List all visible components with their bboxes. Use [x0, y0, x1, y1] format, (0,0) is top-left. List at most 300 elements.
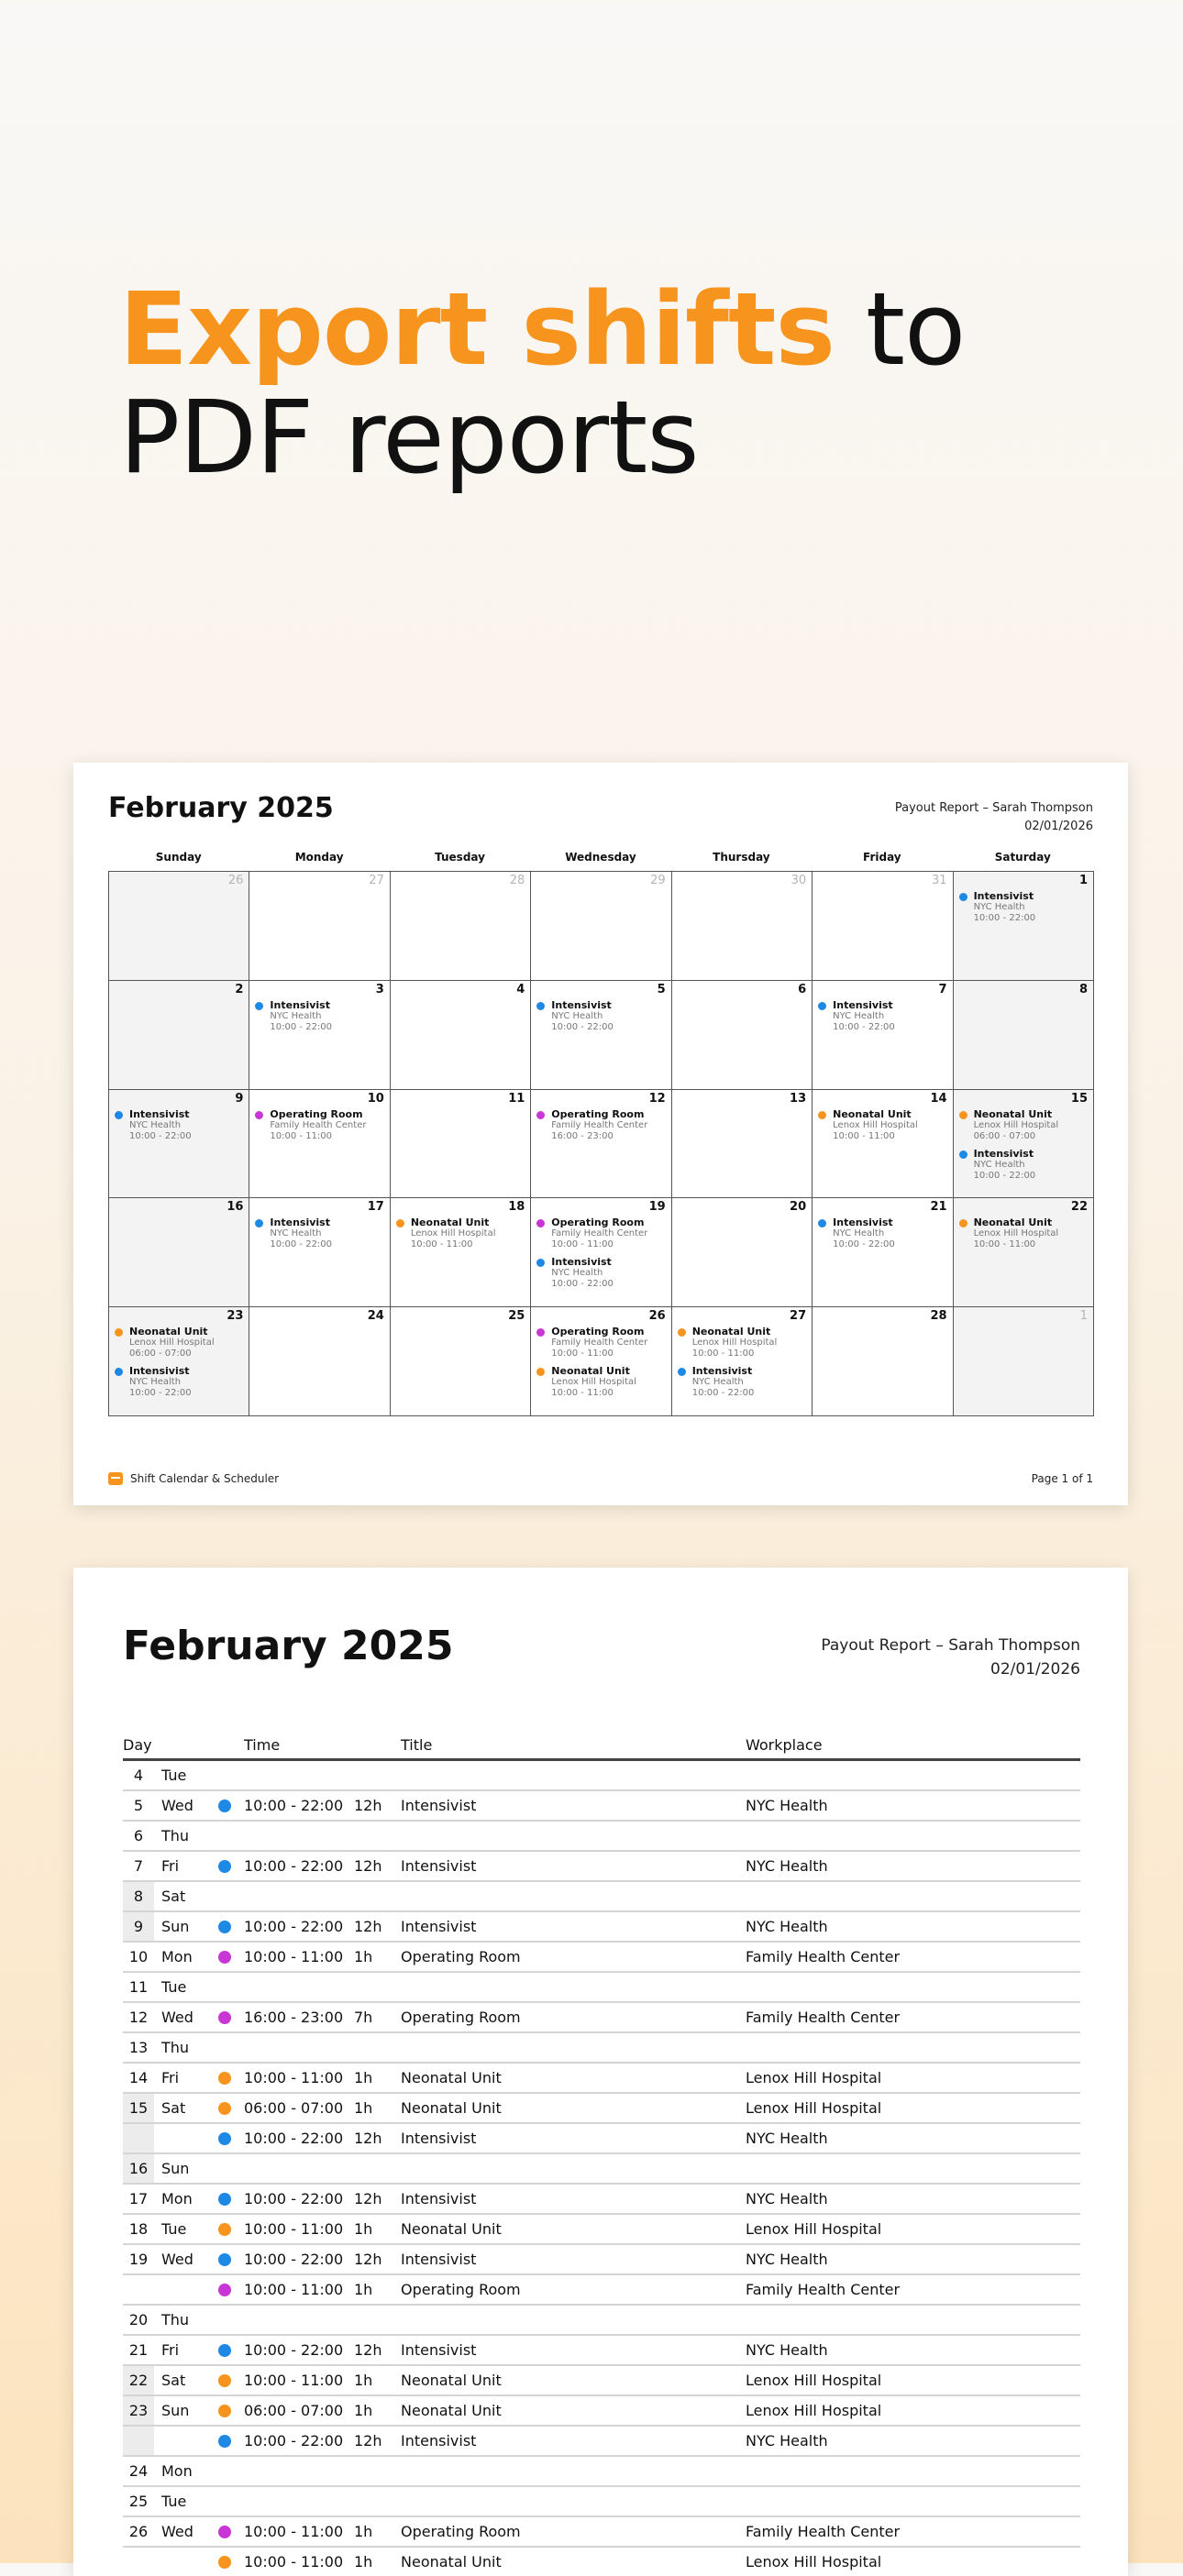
calendar-day-cell — [954, 1307, 1094, 1416]
row-hours: 1h — [354, 2402, 373, 2419]
day-number: 16 — [227, 1200, 244, 1215]
day-number: 9 — [235, 1091, 244, 1106]
weekday-label: Tuesday — [435, 851, 485, 864]
calendar-day-cell — [531, 1307, 671, 1416]
row-day-number: 11 — [128, 1978, 149, 1996]
row-title: Intensivist — [401, 2341, 477, 2359]
shift-time: 10:00 - 22:00 — [833, 1021, 895, 1032]
row-weekday: Sat — [161, 2099, 186, 2117]
row-title: Operating Room — [401, 2523, 521, 2540]
shift-color-dot — [818, 1111, 826, 1119]
shift-entry — [536, 1108, 667, 1142]
shift-color-dot — [536, 1111, 545, 1119]
shift-entry — [678, 1365, 808, 1399]
row-workplace: Lenox Hill Hospital — [746, 2220, 882, 2238]
table-row — [123, 1882, 1080, 1912]
row-title: Operating Room — [401, 2009, 521, 2026]
shift-entry — [255, 999, 385, 1033]
row-day-number: 20 — [128, 2311, 149, 2328]
row-day-number: 24 — [128, 2462, 149, 2480]
shift-color-dot — [218, 2556, 231, 2569]
footer-app-name: Shift Calendar & Scheduler — [130, 1472, 280, 1485]
row-time: 10:00 - 22:00 — [244, 2341, 344, 2359]
shift-title: Neonatal Unit — [410, 1216, 490, 1229]
shift-time: 16:00 - 23:00 — [551, 1130, 614, 1141]
day-shifts — [818, 999, 948, 1039]
row-weekday: Thu — [161, 2311, 190, 2328]
shift-workplace: Family Health Center — [551, 1119, 648, 1130]
row-weekday: Tue — [161, 1767, 187, 1784]
row-weekday: Tue — [161, 1978, 187, 1996]
table-row — [123, 2003, 1080, 2033]
shift-workplace: Lenox Hill Hospital — [691, 1338, 778, 1349]
day-shifts — [678, 1326, 808, 1404]
shift-time: 10:00 - 11:00 — [691, 1349, 755, 1360]
row-workplace: Lenox Hill Hospital — [746, 2402, 882, 2419]
row-time: 10:00 - 22:00 — [244, 1797, 344, 1814]
shift-workplace: NYC Health — [270, 1228, 322, 1239]
shift-color-dot — [218, 1951, 231, 1964]
day-number: 27 — [790, 1309, 807, 1324]
shift-title: Intensivist — [270, 998, 330, 1011]
row-time: 16:00 - 23:00 — [244, 2009, 344, 2026]
shift-workplace: NYC Health — [129, 1377, 182, 1388]
shift-color-dot — [115, 1111, 123, 1119]
list-report-name: Payout Report – Sarah Thompson — [821, 1636, 1080, 1655]
shift-workplace: Family Health Center — [551, 1338, 648, 1349]
row-day-number: 25 — [128, 2493, 149, 2510]
row-hours: 12h — [354, 2130, 382, 2147]
table-row — [123, 2064, 1080, 2094]
shift-workplace: Lenox Hill Hospital — [410, 1228, 496, 1239]
row-hours: 12h — [354, 2341, 382, 2359]
row-day-number: 13 — [128, 2039, 149, 2056]
row-day-number: 15 — [123, 2094, 154, 2122]
calendar-day-cell — [813, 1198, 953, 1307]
calendar-day-cell — [249, 872, 390, 981]
shift-entry — [818, 999, 948, 1033]
row-title: Intensivist — [401, 1857, 477, 1875]
shift-entry — [536, 1256, 667, 1290]
shift-entry — [115, 1108, 245, 1142]
shift-color-dot — [678, 1328, 686, 1337]
shift-color-dot — [959, 893, 967, 901]
calendar-day-cell — [954, 981, 1094, 1090]
shift-color-dot — [255, 1219, 263, 1227]
shift-title: Neonatal Unit — [833, 1107, 912, 1120]
calendar-day-cell — [531, 1090, 671, 1199]
shift-entry — [959, 1148, 1089, 1182]
shift-color-dot — [218, 2405, 231, 2417]
table-row — [123, 2215, 1080, 2245]
calendar-grid — [108, 871, 1094, 1416]
day-number: 10 — [367, 1091, 384, 1106]
row-workplace: NYC Health — [746, 2130, 828, 2147]
row-day-number: 19 — [128, 2251, 149, 2268]
row-workplace: Lenox Hill Hospital — [746, 2099, 882, 2117]
day-number: 13 — [790, 1091, 807, 1106]
shift-time: 10:00 - 22:00 — [551, 1279, 614, 1290]
day-shifts — [959, 1216, 1089, 1256]
day-number: 27 — [369, 874, 384, 887]
table-row — [123, 2306, 1080, 2336]
shift-color-dot — [115, 1328, 123, 1337]
shift-workplace: Lenox Hill Hospital — [833, 1119, 918, 1130]
shift-workplace: NYC Health — [129, 1119, 182, 1130]
day-number: 30 — [791, 874, 807, 887]
header-title: Title — [401, 1736, 433, 1754]
weekday-label: Sunday — [155, 851, 202, 864]
row-weekday: Sun — [161, 2402, 190, 2419]
row-time: 06:00 - 07:00 — [244, 2402, 344, 2419]
table-row — [123, 2487, 1080, 2517]
shift-color-dot — [255, 1002, 263, 1010]
row-workplace: NYC Health — [746, 2432, 828, 2449]
shift-workplace: NYC Health — [691, 1377, 744, 1388]
shift-entry — [255, 1108, 385, 1142]
row-day-number: 14 — [128, 2069, 149, 2086]
shift-title: Neonatal Unit — [973, 1107, 1053, 1120]
shift-entry — [396, 1216, 526, 1250]
shift-time: 10:00 - 22:00 — [973, 1170, 1036, 1181]
row-hours: 12h — [354, 2432, 382, 2449]
shift-time: 06:00 - 07:00 — [129, 1349, 192, 1360]
row-day-number — [123, 2427, 154, 2455]
calendar-day-cell — [813, 1090, 953, 1199]
shift-title: Neonatal Unit — [551, 1365, 630, 1378]
row-time: 10:00 - 22:00 — [244, 2251, 344, 2268]
table-header — [123, 1733, 1080, 1761]
row-time: 10:00 - 22:00 — [244, 2432, 344, 2449]
row-workplace: Family Health Center — [746, 2281, 901, 2298]
shift-workplace: NYC Health — [833, 1228, 885, 1239]
row-title: Intensivist — [401, 2130, 477, 2147]
report-date: 02/01/2026 — [1024, 820, 1093, 833]
day-number: 21 — [930, 1200, 947, 1215]
shift-title: Neonatal Unit — [129, 1326, 208, 1338]
weekday-label: Thursday — [713, 851, 770, 864]
shift-color-dot — [218, 2223, 231, 2236]
row-hours: 1h — [354, 2069, 373, 2086]
row-title: Intensivist — [401, 2190, 477, 2207]
day-number: 4 — [516, 982, 525, 996]
row-time: 10:00 - 11:00 — [244, 2281, 344, 2298]
row-weekday: Tue — [161, 2493, 187, 2510]
day-shifts — [959, 890, 1089, 930]
row-hours: 1h — [354, 2372, 373, 2389]
row-time: 10:00 - 11:00 — [244, 2372, 344, 2389]
shift-entry — [115, 1365, 245, 1399]
shift-title: Operating Room — [551, 1107, 645, 1120]
row-day-number: 21 — [128, 2341, 149, 2359]
day-number: 19 — [648, 1200, 666, 1215]
table-row — [123, 2396, 1080, 2427]
day-number: 1 — [1079, 1309, 1088, 1324]
weekday-label: Monday — [294, 851, 344, 864]
header-workplace: Workplace — [746, 1736, 823, 1754]
table-row — [123, 1761, 1080, 1791]
day-number: 12 — [648, 1091, 666, 1106]
header-day: Day — [123, 1736, 152, 1754]
row-title: Intensivist — [401, 2432, 477, 2449]
table-row — [123, 2548, 1080, 2576]
day-shifts — [818, 1216, 948, 1256]
row-title: Operating Room — [401, 1948, 521, 1965]
shift-title: Intensivist — [691, 1365, 753, 1378]
shift-time: 10:00 - 11:00 — [551, 1388, 614, 1399]
shift-time: 10:00 - 22:00 — [129, 1388, 192, 1399]
shift-title: Operating Room — [551, 1326, 645, 1338]
shift-workplace: NYC Health — [551, 1010, 603, 1021]
shift-workplace: NYC Health — [833, 1010, 885, 1021]
calendar-day-cell — [391, 1198, 531, 1307]
table-row — [123, 2124, 1080, 2154]
weekday-label: Friday — [863, 851, 901, 864]
row-hours: 7h — [354, 2009, 373, 2026]
shift-time: 10:00 - 11:00 — [410, 1239, 473, 1250]
shift-time: 10:00 - 22:00 — [691, 1388, 755, 1399]
headline-rest: to PDF reports — [119, 270, 966, 496]
day-shifts — [536, 1326, 667, 1404]
table-row — [123, 1973, 1080, 2003]
header-time: Time — [244, 1736, 281, 1754]
row-hours: 12h — [354, 1857, 382, 1875]
row-weekday: Wed — [161, 2523, 193, 2540]
row-weekday: Fri — [161, 2341, 180, 2359]
table-row — [123, 2457, 1080, 2487]
table-row — [123, 2427, 1080, 2457]
shift-time: 10:00 - 22:00 — [270, 1021, 333, 1032]
shift-title: Intensivist — [129, 1365, 190, 1378]
shift-color-dot — [818, 1002, 826, 1010]
shift-title: Intensivist — [973, 890, 1034, 902]
shift-color-dot — [536, 1259, 545, 1267]
row-title: Operating Room — [401, 2281, 521, 2298]
shift-title: Neonatal Unit — [973, 1216, 1053, 1229]
page-number: Page 1 of 1 — [1031, 1472, 1093, 1485]
calendar-day-cell — [391, 1090, 531, 1199]
shift-workplace: Family Health Center — [551, 1228, 648, 1239]
shift-time: 10:00 - 22:00 — [833, 1239, 895, 1250]
calendar-day-cell — [672, 872, 813, 981]
shift-color-dot — [218, 2526, 231, 2538]
shift-color-dot — [678, 1368, 686, 1376]
row-weekday: Tue — [161, 2220, 187, 2238]
headline-accent: Export shifts — [119, 270, 835, 388]
table-body — [123, 1761, 1080, 2576]
day-shifts — [115, 1326, 245, 1404]
table-row — [123, 2517, 1080, 2548]
day-shifts — [255, 1216, 385, 1256]
row-weekday: Sat — [161, 1888, 186, 1905]
list-report-preview — [73, 1568, 1128, 2576]
calendar-report-preview — [73, 763, 1128, 1505]
shift-workplace: Family Health Center — [270, 1119, 367, 1130]
table-row — [123, 2366, 1080, 2396]
list-report-date: 02/01/2026 — [990, 1660, 1080, 1679]
day-number: 18 — [508, 1200, 525, 1215]
row-title: Neonatal Unit — [401, 2553, 502, 2570]
shift-time: 10:00 - 11:00 — [833, 1130, 895, 1141]
headline — [119, 270, 1128, 496]
row-hours: 1h — [354, 2099, 373, 2117]
shift-workplace: NYC Health — [270, 1010, 322, 1021]
row-hours: 1h — [354, 1948, 373, 1965]
row-weekday: Fri — [161, 1857, 180, 1875]
list-report-meta — [821, 1634, 1080, 1681]
day-number: 6 — [798, 982, 807, 996]
calendar-day-cell — [672, 1307, 813, 1416]
day-number: 29 — [650, 874, 666, 887]
row-day-number: 6 — [133, 1827, 144, 1844]
shift-time: 10:00 - 22:00 — [129, 1130, 192, 1141]
calendar-day-cell — [531, 981, 671, 1090]
row-day-number: 22 — [123, 2366, 154, 2394]
shift-color-dot — [218, 1800, 231, 1812]
row-workplace: NYC Health — [746, 2251, 828, 2268]
day-number: 5 — [657, 982, 666, 996]
day-number: 15 — [1070, 1091, 1088, 1106]
shift-entry — [959, 1216, 1089, 1250]
day-number: 3 — [375, 982, 384, 996]
shift-entry — [536, 1216, 667, 1250]
day-shifts — [396, 1216, 526, 1256]
day-number: 17 — [367, 1200, 384, 1215]
row-time: 10:00 - 22:00 — [244, 1857, 344, 1875]
shift-color-dot — [218, 2072, 231, 2085]
day-number: 26 — [648, 1309, 666, 1324]
shift-title: Intensivist — [833, 1216, 893, 1229]
day-shifts — [255, 999, 385, 1039]
table-row — [123, 2094, 1080, 2124]
calendar-day-cell — [249, 1307, 390, 1416]
shift-time: 10:00 - 11:00 — [270, 1130, 333, 1141]
table-row — [123, 2275, 1080, 2306]
calendar-title: February 2025 — [108, 792, 334, 824]
shift-color-dot — [218, 2102, 231, 2115]
row-day-number — [123, 2124, 154, 2152]
shift-color-dot — [536, 1368, 545, 1376]
calendar-day-cell — [391, 981, 531, 1090]
row-workplace: NYC Health — [746, 1857, 828, 1875]
row-weekday: Sun — [161, 1918, 190, 1935]
shift-color-dot — [255, 1111, 263, 1119]
calendar-day-cell — [954, 1198, 1094, 1307]
table-row — [123, 2185, 1080, 2215]
shift-title: Neonatal Unit — [691, 1326, 771, 1338]
calendar-day-cell — [813, 872, 953, 981]
row-day-number: 12 — [128, 2009, 149, 2026]
calendar-footer — [108, 1472, 279, 1485]
table-row — [123, 1791, 1080, 1822]
row-title: Neonatal Unit — [401, 2099, 502, 2117]
row-title: Neonatal Unit — [401, 2372, 502, 2389]
row-day-number — [123, 2275, 154, 2304]
shift-title: Intensivist — [973, 1147, 1034, 1160]
row-weekday: Thu — [161, 1827, 190, 1844]
row-time: 10:00 - 22:00 — [244, 2190, 344, 2207]
day-number: 8 — [1078, 982, 1088, 996]
shift-entry — [255, 1216, 385, 1250]
shift-color-dot — [959, 1150, 967, 1159]
row-day-number: 17 — [128, 2190, 149, 2207]
weekday-header — [108, 851, 1093, 869]
shift-entry — [115, 1326, 245, 1360]
shift-color-dot — [396, 1219, 404, 1227]
calendar-day-cell — [249, 1198, 390, 1307]
shift-color-dot — [536, 1328, 545, 1337]
shift-color-dot — [218, 2132, 231, 2145]
shift-color-dot — [218, 2011, 231, 2024]
row-weekday: Wed — [161, 2251, 193, 2268]
day-number: 7 — [938, 982, 947, 996]
shift-entry — [536, 1365, 667, 1399]
table-row — [123, 2336, 1080, 2366]
shift-title: Intensivist — [270, 1216, 330, 1229]
calendar-day-cell — [109, 872, 249, 981]
row-time: 10:00 - 11:00 — [244, 1948, 344, 1965]
calendar-day-cell — [813, 981, 953, 1090]
shift-color-dot — [218, 2344, 231, 2357]
shift-color-dot — [536, 1002, 545, 1010]
calendar-day-cell — [391, 872, 531, 981]
row-time: 10:00 - 11:00 — [244, 2553, 344, 2570]
row-hours: 12h — [354, 1918, 382, 1935]
row-weekday: Wed — [161, 2009, 193, 2026]
day-number: 28 — [930, 1309, 947, 1324]
row-day-number: 8 — [123, 1882, 154, 1910]
shift-color-dot — [959, 1111, 967, 1119]
calendar-day-cell — [672, 1198, 813, 1307]
calendar-day-cell — [531, 1198, 671, 1307]
calendar-day-cell — [109, 1090, 249, 1199]
shift-color-dot — [818, 1219, 826, 1227]
day-number: 11 — [508, 1091, 525, 1106]
row-title: Neonatal Unit — [401, 2220, 502, 2238]
table-row — [123, 1852, 1080, 1882]
row-day-number: 9 — [123, 1912, 154, 1941]
row-workplace: Lenox Hill Hospital — [746, 2069, 882, 2086]
row-workplace: NYC Health — [746, 2190, 828, 2207]
row-day-number: 16 — [123, 2154, 154, 2183]
row-hours: 1h — [354, 2281, 373, 2298]
row-weekday: Thu — [161, 2039, 190, 2056]
row-time: 10:00 - 22:00 — [244, 1918, 344, 1935]
table-row — [123, 1943, 1080, 1973]
shift-color-dot — [218, 2435, 231, 2448]
shift-time: 10:00 - 11:00 — [551, 1239, 614, 1250]
row-hours: 1h — [354, 2553, 373, 2570]
shift-color-dot — [536, 1219, 545, 1227]
shift-title: Intensivist — [551, 1256, 612, 1269]
shift-workplace: NYC Health — [973, 1159, 1025, 1170]
shift-workplace: Lenox Hill Hospital — [129, 1338, 215, 1349]
row-workplace: Lenox Hill Hospital — [746, 2553, 882, 2570]
row-title: Neonatal Unit — [401, 2069, 502, 2086]
shift-workplace: Lenox Hill Hospital — [973, 1228, 1059, 1239]
shift-title: Intensivist — [833, 998, 893, 1011]
shift-workplace: NYC Health — [551, 1268, 603, 1279]
shift-color-dot — [218, 1860, 231, 1873]
shift-entry — [536, 1326, 667, 1360]
row-weekday: Sat — [161, 2372, 186, 2389]
calendar-day-cell — [391, 1307, 531, 1416]
shift-entry — [959, 1108, 1089, 1142]
row-time: 06:00 - 07:00 — [244, 2099, 344, 2117]
shift-color-dot — [218, 2193, 231, 2206]
row-weekday: Mon — [161, 1948, 193, 1965]
row-day-number: 18 — [128, 2220, 149, 2238]
